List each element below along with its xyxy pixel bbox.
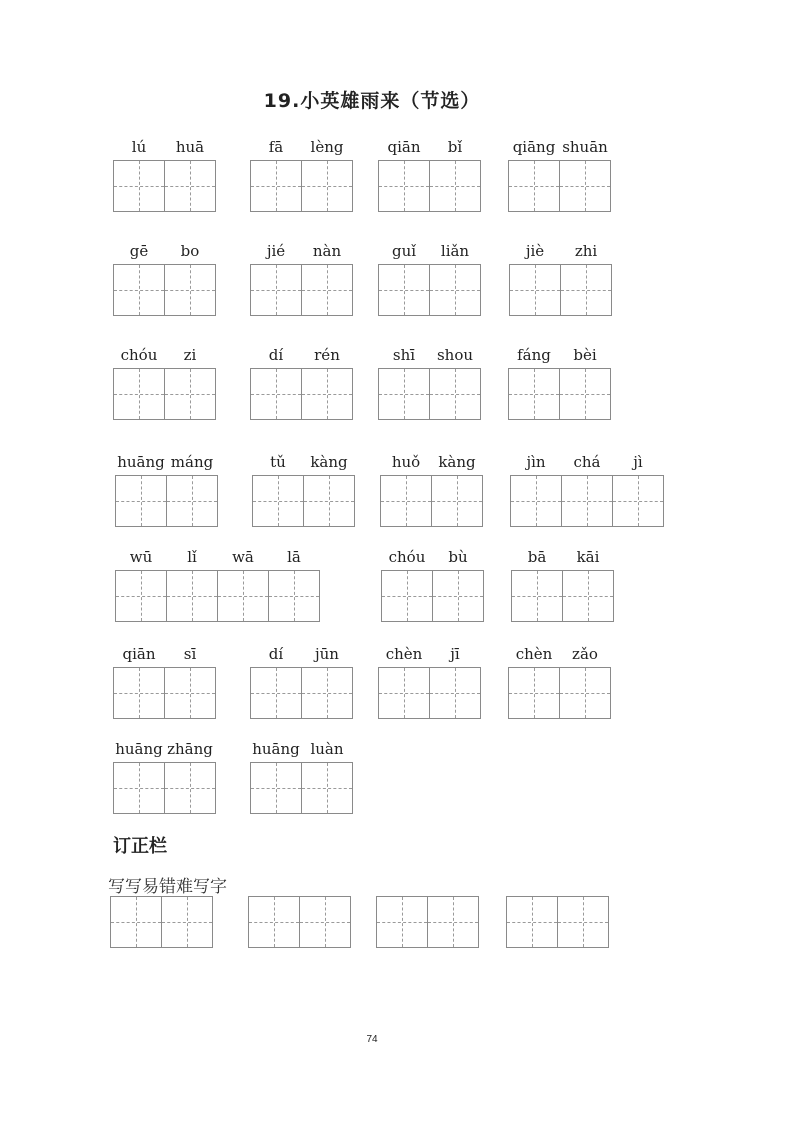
pinyin-syllable: bèi [573, 346, 597, 364]
writing-cell[interactable] [113, 368, 165, 420]
writing-cell[interactable] [301, 667, 353, 719]
pinyin-word [252, 453, 355, 529]
pinyin-word [113, 138, 216, 214]
pinyin-syllable: zǎo [572, 645, 598, 663]
pinyin-syllable: jié [266, 242, 286, 260]
pinyin-syllable: gē [129, 242, 149, 260]
pinyin-word [250, 138, 353, 214]
pinyin-label [113, 138, 216, 160]
pinyin-label [113, 242, 216, 264]
pinyin-syllable: huā [175, 138, 205, 156]
page-title: 19.小英雄雨来（节选） [263, 90, 481, 112]
pinyin-label [378, 645, 481, 667]
writing-cell[interactable] [432, 570, 484, 622]
pinyin-syllable: fā [268, 138, 284, 156]
pinyin-label [378, 138, 481, 160]
pinyin-label [380, 453, 483, 475]
writing-cell[interactable] [380, 475, 432, 527]
pinyin-syllable: jì [633, 453, 643, 471]
pinyin-label [508, 138, 611, 160]
correction-section-subtitle: 写写易错难写字 [108, 877, 227, 897]
pinyin-syllable: wā [232, 548, 254, 566]
writing-cell[interactable] [559, 160, 611, 212]
pinyin-word [511, 548, 614, 624]
writing-cell[interactable] [161, 896, 213, 948]
writing-grid [115, 475, 217, 527]
pinyin-syllable: shuān [562, 138, 608, 156]
pinyin-syllable: huāng [115, 740, 163, 758]
pinyin-word [380, 453, 483, 529]
writing-grid [509, 264, 611, 316]
pinyin-label [250, 346, 353, 368]
pinyin-syllable: jìn [526, 453, 546, 471]
writing-cell[interactable] [248, 896, 300, 948]
pinyin-label [510, 453, 664, 475]
writing-cell[interactable] [560, 264, 612, 316]
writing-grid [250, 160, 352, 212]
writing-grid [508, 160, 610, 212]
pinyin-word [378, 138, 481, 214]
pinyin-label [113, 645, 216, 667]
pinyin-label [508, 645, 611, 667]
writing-grid [378, 264, 480, 316]
writing-cell[interactable] [299, 896, 351, 948]
writing-cell[interactable] [427, 896, 479, 948]
writing-grid [113, 160, 215, 212]
pinyin-label [250, 740, 353, 762]
writing-grid [250, 667, 352, 719]
pinyin-syllable: dí [268, 346, 284, 364]
writing-cell[interactable] [164, 762, 216, 814]
pinyin-syllable: lā [287, 548, 301, 566]
writing-cell[interactable] [381, 570, 433, 622]
writing-cell[interactable] [429, 368, 481, 420]
pinyin-syllable: fáng [517, 346, 551, 364]
writing-grid [115, 570, 319, 622]
pinyin-syllable: huǒ [391, 453, 421, 471]
writing-grid [110, 896, 212, 948]
correction-box [110, 874, 213, 950]
pinyin-syllable: chèn [515, 645, 553, 663]
writing-cell[interactable] [250, 762, 302, 814]
writing-cell[interactable] [164, 667, 216, 719]
writing-cell[interactable] [250, 667, 302, 719]
writing-cell[interactable] [115, 475, 167, 527]
writing-grid [113, 762, 215, 814]
writing-grid [250, 762, 352, 814]
pinyin-syllable: chèn [385, 645, 423, 663]
writing-cell[interactable] [113, 264, 165, 316]
pinyin-word [510, 453, 664, 529]
pinyin-syllable: chóu [388, 548, 426, 566]
pinyin-label [378, 346, 481, 368]
pinyin-word [250, 242, 353, 318]
writing-cell[interactable] [252, 475, 304, 527]
pinyin-label [115, 453, 218, 475]
pinyin-syllable: luàn [310, 740, 344, 758]
pinyin-syllable: jiè [525, 242, 545, 260]
writing-cell[interactable] [164, 264, 216, 316]
writing-cell[interactable] [612, 475, 664, 527]
pinyin-word [113, 242, 216, 318]
writing-cell[interactable] [378, 667, 430, 719]
writing-cell[interactable] [557, 896, 609, 948]
pinyin-label [378, 242, 481, 264]
writing-grid [376, 896, 478, 948]
writing-cell[interactable] [268, 570, 320, 622]
writing-grid [378, 368, 480, 420]
writing-cell[interactable] [376, 896, 428, 948]
pinyin-syllable: qiān [122, 645, 156, 663]
writing-cell[interactable] [508, 667, 560, 719]
writing-cell[interactable] [511, 570, 563, 622]
pinyin-syllable: dí [268, 645, 284, 663]
writing-cell[interactable] [301, 762, 353, 814]
pinyin-word [378, 346, 481, 422]
pinyin-syllable: lú [131, 138, 147, 156]
pinyin-syllable: zhi [574, 242, 598, 260]
writing-grid [113, 667, 215, 719]
pinyin-syllable: zhāng [167, 740, 213, 758]
writing-grid [510, 475, 663, 527]
correction-box [506, 874, 609, 950]
pinyin-syllable: zi [183, 346, 197, 364]
pinyin-syllable: jūn [315, 645, 339, 663]
pinyin-word [115, 453, 218, 529]
writing-cell[interactable] [378, 368, 430, 420]
pinyin-word [250, 740, 353, 816]
writing-cell[interactable] [509, 264, 561, 316]
writing-grid [113, 264, 215, 316]
pinyin-word [113, 645, 216, 721]
pinyin-label [115, 548, 320, 570]
writing-cell[interactable] [506, 896, 558, 948]
pinyin-syllable: sī [183, 645, 197, 663]
writing-grid [378, 667, 480, 719]
pinyin-word [508, 645, 611, 721]
pinyin-syllable: kàng [438, 453, 476, 471]
writing-cell[interactable] [429, 264, 481, 316]
pinyin-syllable: lèng [310, 138, 344, 156]
pinyin-syllable: rén [314, 346, 340, 364]
pinyin-word [113, 740, 216, 816]
pinyin-syllable: kāi [576, 548, 600, 566]
pinyin-word [378, 242, 481, 318]
pinyin-syllable: nàn [312, 242, 342, 260]
writing-grid [508, 368, 610, 420]
writing-cell[interactable] [301, 368, 353, 420]
writing-cell[interactable] [250, 160, 302, 212]
pinyin-syllable: shī [392, 346, 416, 364]
pinyin-label [250, 242, 353, 264]
writing-grid [252, 475, 354, 527]
writing-cell[interactable] [250, 264, 302, 316]
writing-cell[interactable] [510, 475, 562, 527]
writing-cell[interactable] [429, 667, 481, 719]
pinyin-word [378, 645, 481, 721]
writing-grid [250, 264, 352, 316]
pinyin-label [250, 138, 353, 160]
writing-grid [380, 475, 482, 527]
writing-cell[interactable] [113, 762, 165, 814]
pinyin-label [381, 548, 484, 570]
pinyin-label [511, 548, 614, 570]
pinyin-syllable: chóu [120, 346, 158, 364]
pinyin-syllable: liǎn [440, 242, 470, 260]
writing-grid [250, 368, 352, 420]
pinyin-syllable: qiān [387, 138, 421, 156]
correction-box [248, 874, 351, 950]
pinyin-syllable: bǐ [447, 138, 463, 156]
pinyin-word [381, 548, 484, 624]
page-number: 74 [366, 1034, 378, 1045]
writing-grid [508, 667, 610, 719]
writing-cell[interactable] [562, 570, 614, 622]
writing-cell[interactable] [301, 264, 353, 316]
writing-grid [506, 896, 608, 948]
writing-cell[interactable] [508, 368, 560, 420]
correction-section-title: 订正栏 [113, 836, 167, 857]
writing-cell[interactable] [166, 570, 218, 622]
pinyin-syllable: huāng [117, 453, 165, 471]
pinyin-word [250, 346, 353, 422]
correction-box [376, 874, 479, 950]
writing-cell[interactable] [217, 570, 269, 622]
pinyin-syllable: tǔ [270, 453, 286, 471]
pinyin-syllable: kàng [310, 453, 348, 471]
pinyin-word [250, 645, 353, 721]
writing-grid [381, 570, 483, 622]
writing-cell[interactable] [164, 160, 216, 212]
pinyin-syllable: bù [448, 548, 468, 566]
pinyin-syllable: lǐ [187, 548, 197, 566]
writing-grid [113, 368, 215, 420]
pinyin-word [113, 346, 216, 422]
pinyin-syllable: wū [129, 548, 153, 566]
pinyin-syllable: guǐ [391, 242, 417, 260]
pinyin-syllable: qiāng [512, 138, 556, 156]
pinyin-syllable: chá [573, 453, 601, 471]
pinyin-syllable: jī [450, 645, 460, 663]
writing-grid [378, 160, 480, 212]
writing-grid [511, 570, 613, 622]
pinyin-syllable: shou [436, 346, 474, 364]
writing-cell[interactable] [378, 264, 430, 316]
writing-cell[interactable] [166, 475, 218, 527]
writing-cell[interactable] [113, 160, 165, 212]
writing-cell[interactable] [559, 368, 611, 420]
pinyin-syllable: máng [170, 453, 214, 471]
writing-cell[interactable] [561, 475, 613, 527]
writing-cell[interactable] [115, 570, 167, 622]
writing-cell[interactable] [559, 667, 611, 719]
pinyin-label [113, 740, 216, 762]
writing-cell[interactable] [301, 160, 353, 212]
writing-cell[interactable] [250, 368, 302, 420]
pinyin-word [509, 242, 612, 318]
pinyin-word [115, 548, 320, 624]
pinyin-label [252, 453, 355, 475]
writing-cell[interactable] [508, 160, 560, 212]
writing-cell[interactable] [429, 160, 481, 212]
pinyin-word [508, 138, 611, 214]
writing-cell[interactable] [110, 896, 162, 948]
writing-grid [248, 896, 350, 948]
writing-cell[interactable] [164, 368, 216, 420]
pinyin-label [113, 346, 216, 368]
pinyin-word [508, 346, 611, 422]
writing-cell[interactable] [113, 667, 165, 719]
pinyin-label [509, 242, 612, 264]
writing-cell[interactable] [431, 475, 483, 527]
pinyin-syllable: bo [180, 242, 200, 260]
pinyin-label [250, 645, 353, 667]
pinyin-label [508, 346, 611, 368]
writing-cell[interactable] [378, 160, 430, 212]
pinyin-syllable: huāng [252, 740, 300, 758]
pinyin-syllable: bā [527, 548, 547, 566]
writing-cell[interactable] [303, 475, 355, 527]
